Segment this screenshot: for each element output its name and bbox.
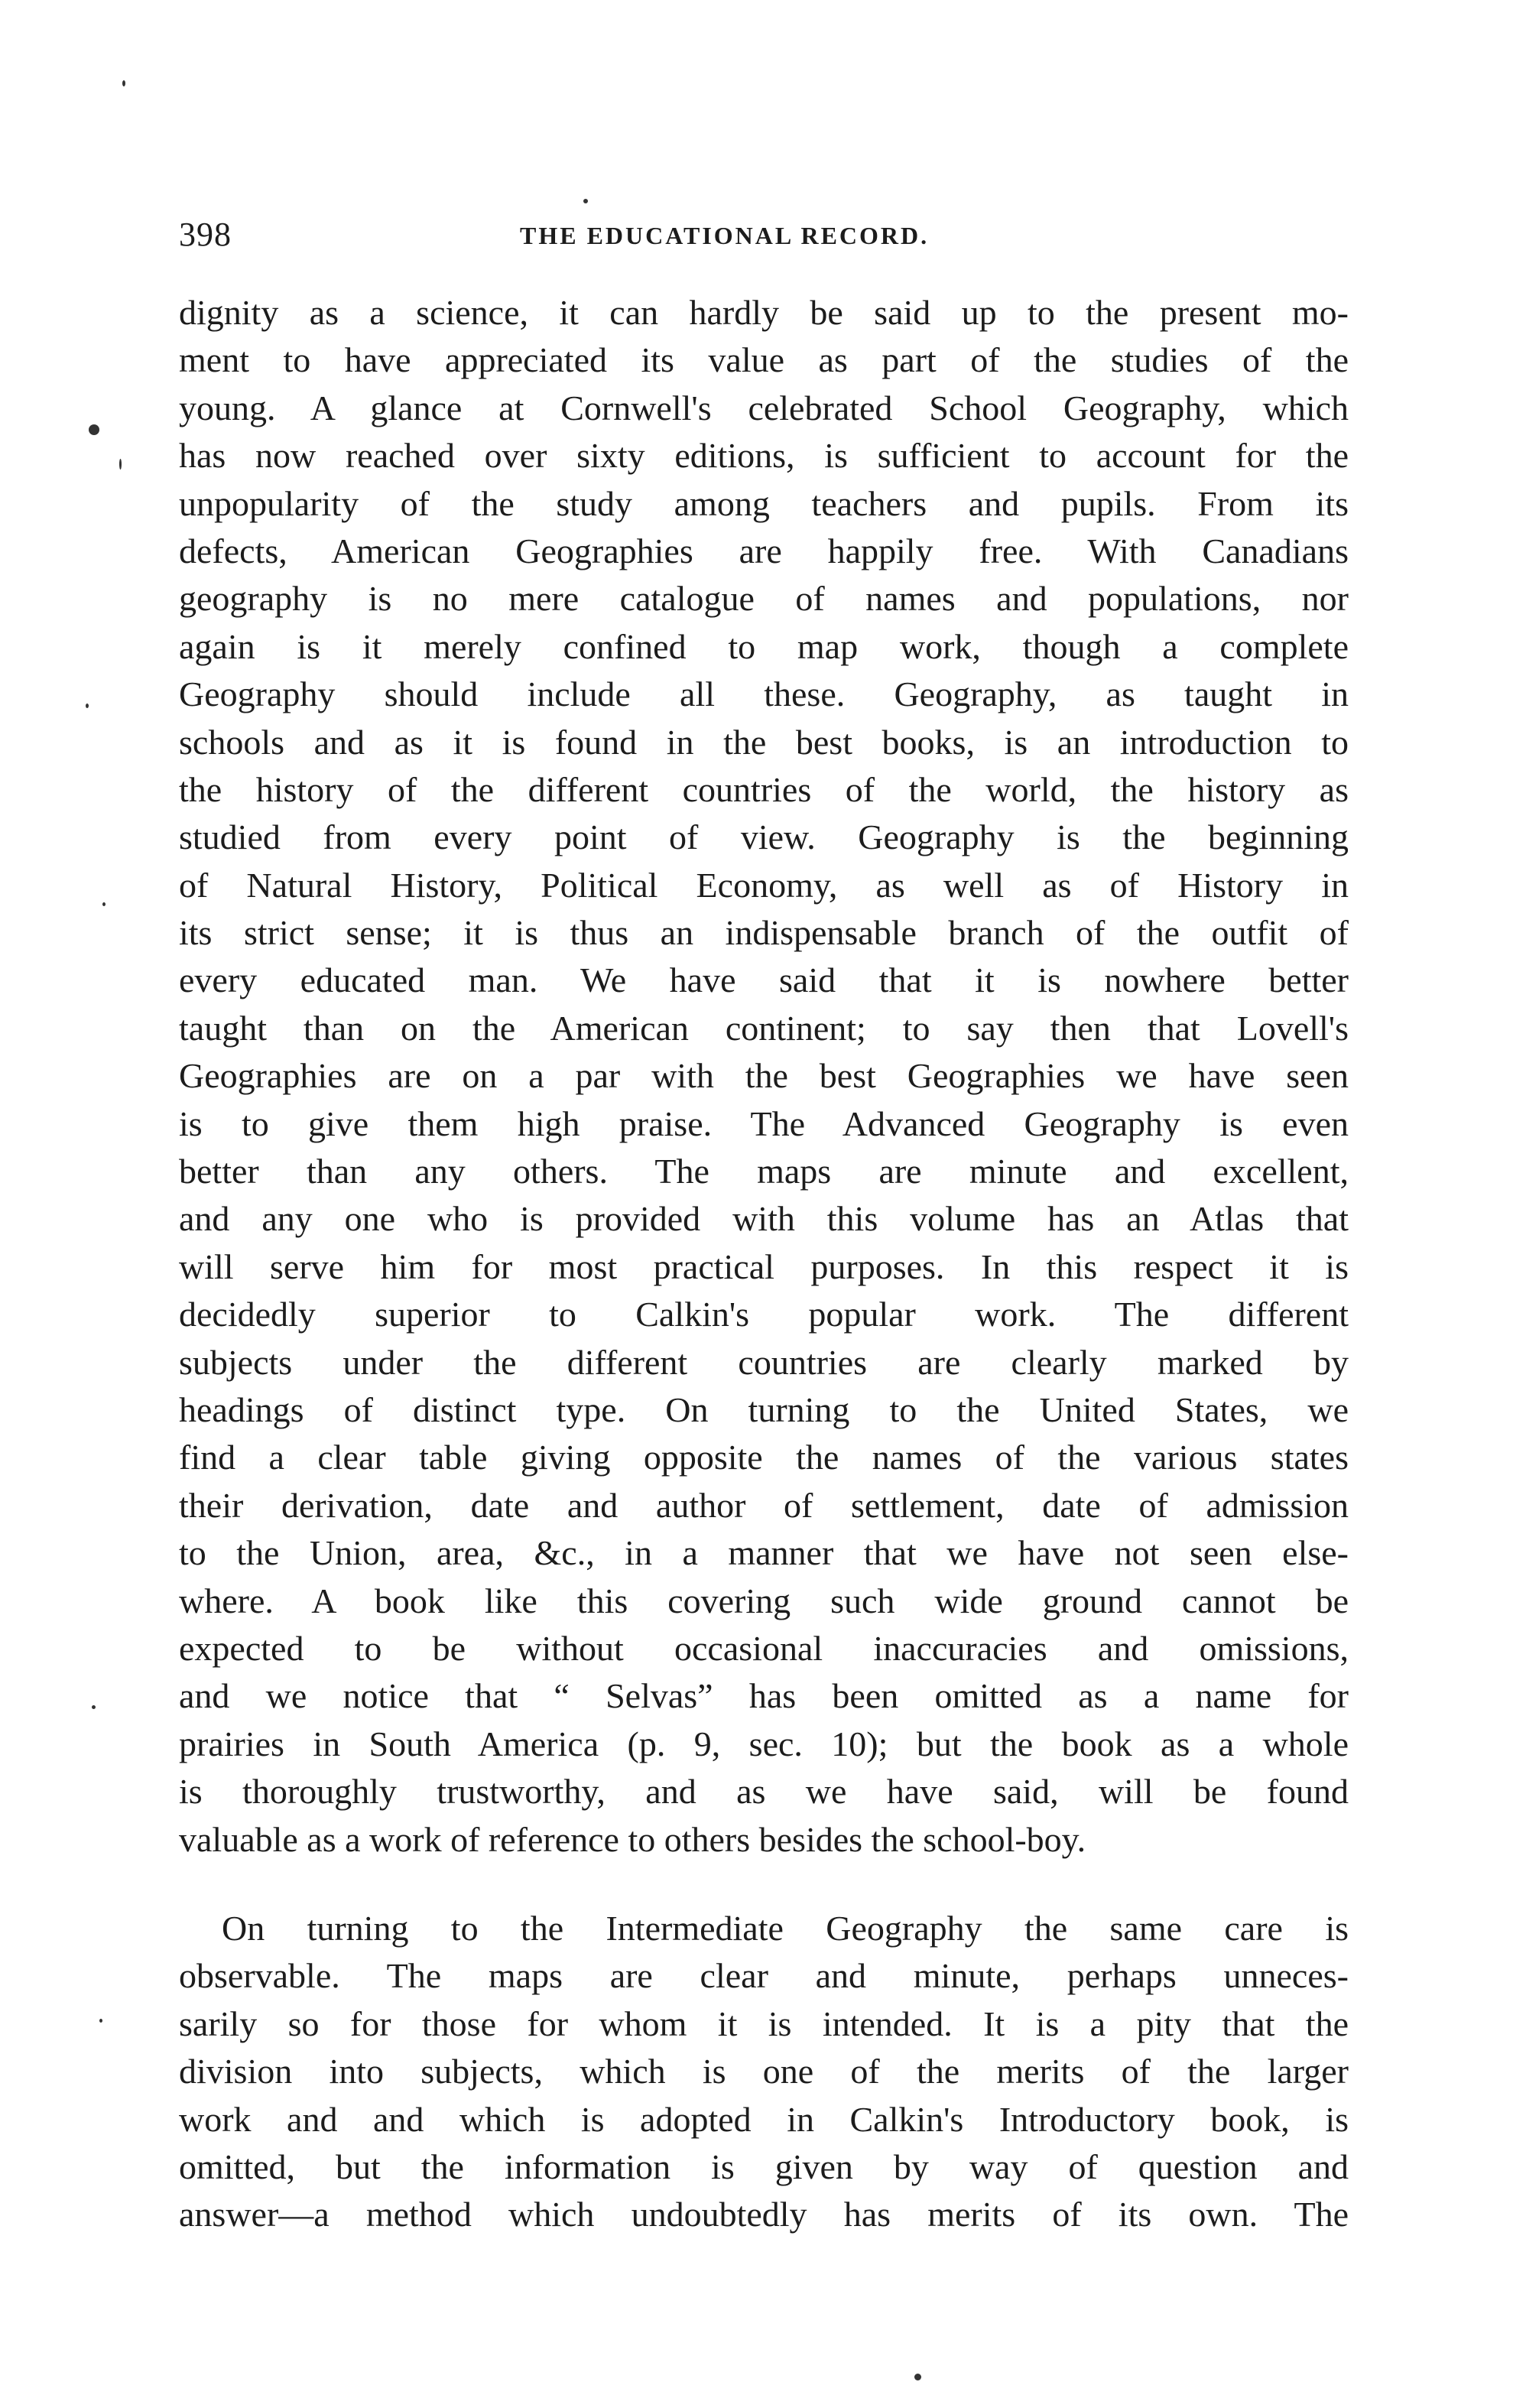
text-line: On turning to the Intermediate Geography the same care is (222, 1909, 1349, 1948)
text-line: find a clear table giving opposite the names of the various states (179, 1438, 1349, 1477)
ink-speck (92, 1705, 96, 1709)
text-line: will serve him for most practical purposes. In this respect it is (179, 1246, 1349, 1286)
page-number: 398 (179, 216, 232, 253)
text-line: Geographies are on a par with the best Geographies we have seen (179, 1056, 1349, 1096)
ink-speck (583, 199, 588, 203)
text-line: work and and which is adopted in Calkin's Introductory book, is (179, 2099, 1349, 2139)
text-line: division into subjects, which is one of the merits of the larger (179, 2052, 1349, 2091)
ink-speck (102, 902, 106, 906)
running-head: THE EDUCATIONAL RECORD. (520, 222, 930, 249)
text-line: every educated man. We have said that it is nowhere better (179, 960, 1349, 1000)
text-line: headings of distinct type. On turning to the United States, we (179, 1389, 1349, 1429)
text-line: schools and as it is found in the best books, is an introduction to (179, 722, 1349, 762)
text-line: and we notice that “ Selvas” has been omitted as a name for (179, 1676, 1349, 1716)
ink-speck (119, 459, 122, 470)
text-line: sarily so for those for whom it is intended. It is a pity that the (179, 2003, 1349, 2043)
ink-speck (99, 2019, 102, 2023)
text-line: ment to have appreciated its value as part of the studies of the (179, 340, 1349, 380)
text-line: the history of the different countries of the world, the history as (179, 769, 1349, 809)
text-line: Geography should include all these. Geography, as taught in (179, 674, 1349, 714)
text-line: defects, American Geographies are happily free. With Canadians (179, 531, 1349, 570)
text-line: geography is no mere catalogue of names and populations, nor (179, 579, 1349, 619)
text-line: young. A glance at Cornwell's celebrated School Geography, which (179, 388, 1349, 427)
text-line: taught than on the American continent; to say then that Lovell's (179, 1008, 1349, 1048)
text-line: omitted, but the information is given by way of question and (179, 2146, 1349, 2186)
text-line: prairies in South America (p. 9, sec. 10); but the book as a whole (179, 1724, 1349, 1763)
text-line: unpopularity of the study among teachers and pupils. From its (179, 483, 1349, 523)
text-line: expected to be without occasional inaccuracies and omissions, (179, 1628, 1349, 1668)
text-line: of Natural History, Political Economy, as well as of History in (179, 865, 1349, 905)
text-line: again is it merely confined to map work, though a complete (179, 626, 1349, 666)
ink-speck (86, 704, 89, 708)
text-line: their derivation, date and author of settlement, date of admission (179, 1485, 1349, 1525)
text-line: dignity as a science, it can hardly be said up to the present mo- (179, 293, 1349, 332)
text-line: is thoroughly trustworthy, and as we have said, will be found (179, 1772, 1349, 1812)
text-line: studied from every point of view. Geography is the beginning (179, 817, 1349, 857)
text-line: and any one who is provided with this volume has an Atlas that (179, 1199, 1349, 1239)
paragraph (179, 1905, 1349, 2239)
text-line: answer—a method which undoubtedly has merits of its own. The (179, 2195, 1349, 2234)
text-line: where. A book like this covering such wide ground cannot be (179, 1581, 1349, 1620)
text-line: its strict sense; it is thus an indispensable branch of the outfit of (179, 913, 1349, 953)
ink-speck (122, 80, 125, 86)
paragraph (179, 289, 1349, 1864)
ink-speck (914, 2374, 921, 2380)
text-line: has now reached over sixty editions, is sufficient to account for the (179, 436, 1349, 476)
text-line: observable. The maps are clear and minute, perhaps unneces- (179, 1956, 1349, 1996)
text-line: is to give them high praise. The Advanced Geography is even (179, 1103, 1349, 1143)
text-line: better than any others. The maps are minute and excellent, (179, 1152, 1349, 1191)
text-line: decidedly superior to Calkin's popular work. The different (179, 1295, 1349, 1334)
text-line: to the Union, area, &c., in a manner that we have not seen else- (179, 1533, 1349, 1573)
text-line: valuable as a work of reference to others besides the school-boy. (179, 1819, 1086, 1859)
ink-speck (89, 424, 99, 435)
text-line: subjects under the different countries are clearly marked by (179, 1342, 1349, 1382)
